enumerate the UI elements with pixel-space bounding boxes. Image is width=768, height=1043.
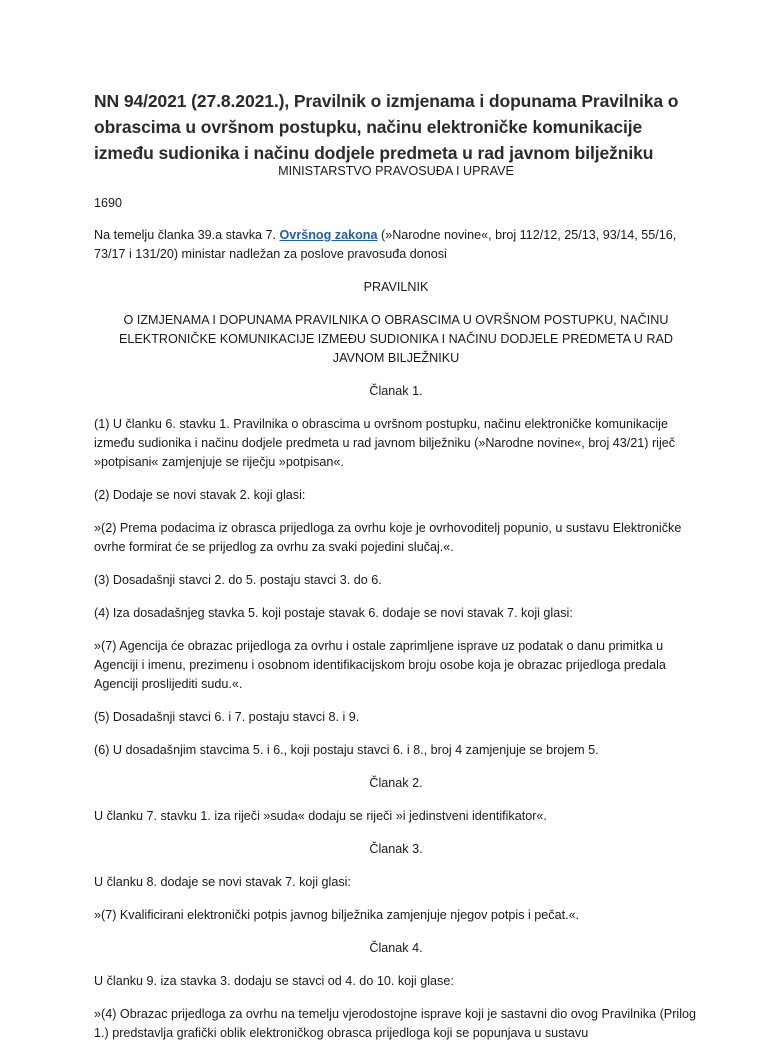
article-1-paragraph: (4) Iza dosadašnjeg stavka 5. koji postaje stavak 6. dodaje se novi stavak 7. koji glasi: bbox=[94, 606, 573, 620]
article-4-heading: Članak 4. bbox=[369, 941, 423, 955]
document-title: NN 94/2021 (27.8.2021.), Pravilnik o izmjenama i dopunama Pravilnika o obrascima u ovršnom postupku, načinu elektroničke komunikacije između sudionika i načinu dodjele predmeta u rad javnom bilježniku bbox=[94, 91, 679, 163]
doc-title-heading: O IZMJENAMA I DOPUNAMA PRAVILNIKA O OBRASCIMA U OVRŠNOM POSTUPKU, NAČINU ELEKTRONIČKE KOMUNIKACIJE IZMEĐU SUDIONIKA I NAČINU DODJELE PREDMETA U RAD JAVNOM BILJEŽNIKU bbox=[119, 313, 673, 365]
article-1-paragraph: (2) Dodaje se novi stavak 2. koji glasi: bbox=[94, 488, 306, 502]
article-3-paragraph: U članku 8. dodaje se novi stavak 7. koji glasi: bbox=[94, 875, 351, 889]
article-1-heading: Članak 1. bbox=[369, 384, 423, 398]
intro-paragraph bbox=[94, 226, 698, 264]
article-1-paragraph: (1) U članku 6. stavku 1. Pravilnika o obrascima u ovršnom postupku, načinu elektroničke komunikacije između sudionika i načinu dodjele predmeta u rad javnom bilježniku (»Narodne novine«, broj 43/21) riječ »potpisani« zamjenjuje se riječju »potpisan«. bbox=[94, 417, 676, 469]
article-2-heading: Članak 2. bbox=[369, 776, 423, 790]
article-1-paragraph: (6) U dosadašnjim stavcima 5. i 6., koji postaju stavci 6. i 8., broj 4 zamjenjuje se brojem 5. bbox=[94, 743, 599, 757]
article-1-paragraph: (3) Dosadašnji stavci 2. do 5. postaju stavci 3. do 6. bbox=[94, 573, 382, 587]
article-1-paragraph: (5) Dosadašnji stavci 6. i 7. postaju stavci 8. i 9. bbox=[94, 710, 360, 724]
article-2-paragraph: U članku 7. stavku 1. iza riječi »suda« dodaju se riječi »i jedinstveni identifikator«. bbox=[94, 809, 547, 823]
article-4-paragraph: »(4) Obrazac prijedloga za ovrhu na temelju vjerodostojne isprave koji je sastavni dio ovog Pravilnika (Prilog 1.) predstavlja grafički oblik elektroničkog obrasca prijedloga koji se popunjava u sustavu bbox=[94, 1007, 697, 1040]
doc-type-heading: PRAVILNIK bbox=[363, 280, 429, 294]
article-3-heading: Članak 3. bbox=[369, 842, 423, 856]
article-3-paragraph: »(7) Kvalificirani elektronički potpis javnog bilježnika zamjenjuje njegov potpis i pečat.«. bbox=[94, 908, 580, 922]
law-link[interactable]: Ovršnog zakona bbox=[279, 228, 378, 242]
article-1-paragraph: »(7) Agencija će obrazac prijedloga za ovrhu i ostale zaprimljene isprave uz podatak o danu primitka u Agenciji i imenu, prezimenu i osobnom identifikacijskom broju osobe koja je obrazac prijedloga predala Agenciji proslijediti sudu.«. bbox=[94, 639, 666, 691]
article-4-paragraph: U članku 9. iza stavka 3. dodaju se stavci od 4. do 10. koji glase: bbox=[94, 974, 454, 988]
intro-text-before: Na temelju članka 39.a stavka 7. bbox=[94, 228, 280, 242]
article-1-paragraph: »(2) Prema podacima iz obrasca prijedloga za ovrhu koje je ovrhovoditelj popunio, u sustavu Elektroničke ovrhe formirat će se prijedlog za ovrhu za svaki pojedini slučaj.«. bbox=[94, 521, 682, 554]
ministry-name: MINISTARSTVO PRAVOSUĐA I UPRAVE bbox=[278, 164, 514, 178]
document-number: 1690 bbox=[94, 196, 123, 210]
intro-text-after: (»Narodne novine«, broj 112/12, 25/13, 93/14, 55/16, 73/17 i 131/20) ministar nadležan za poslove pravosuđa donosi bbox=[94, 228, 677, 261]
